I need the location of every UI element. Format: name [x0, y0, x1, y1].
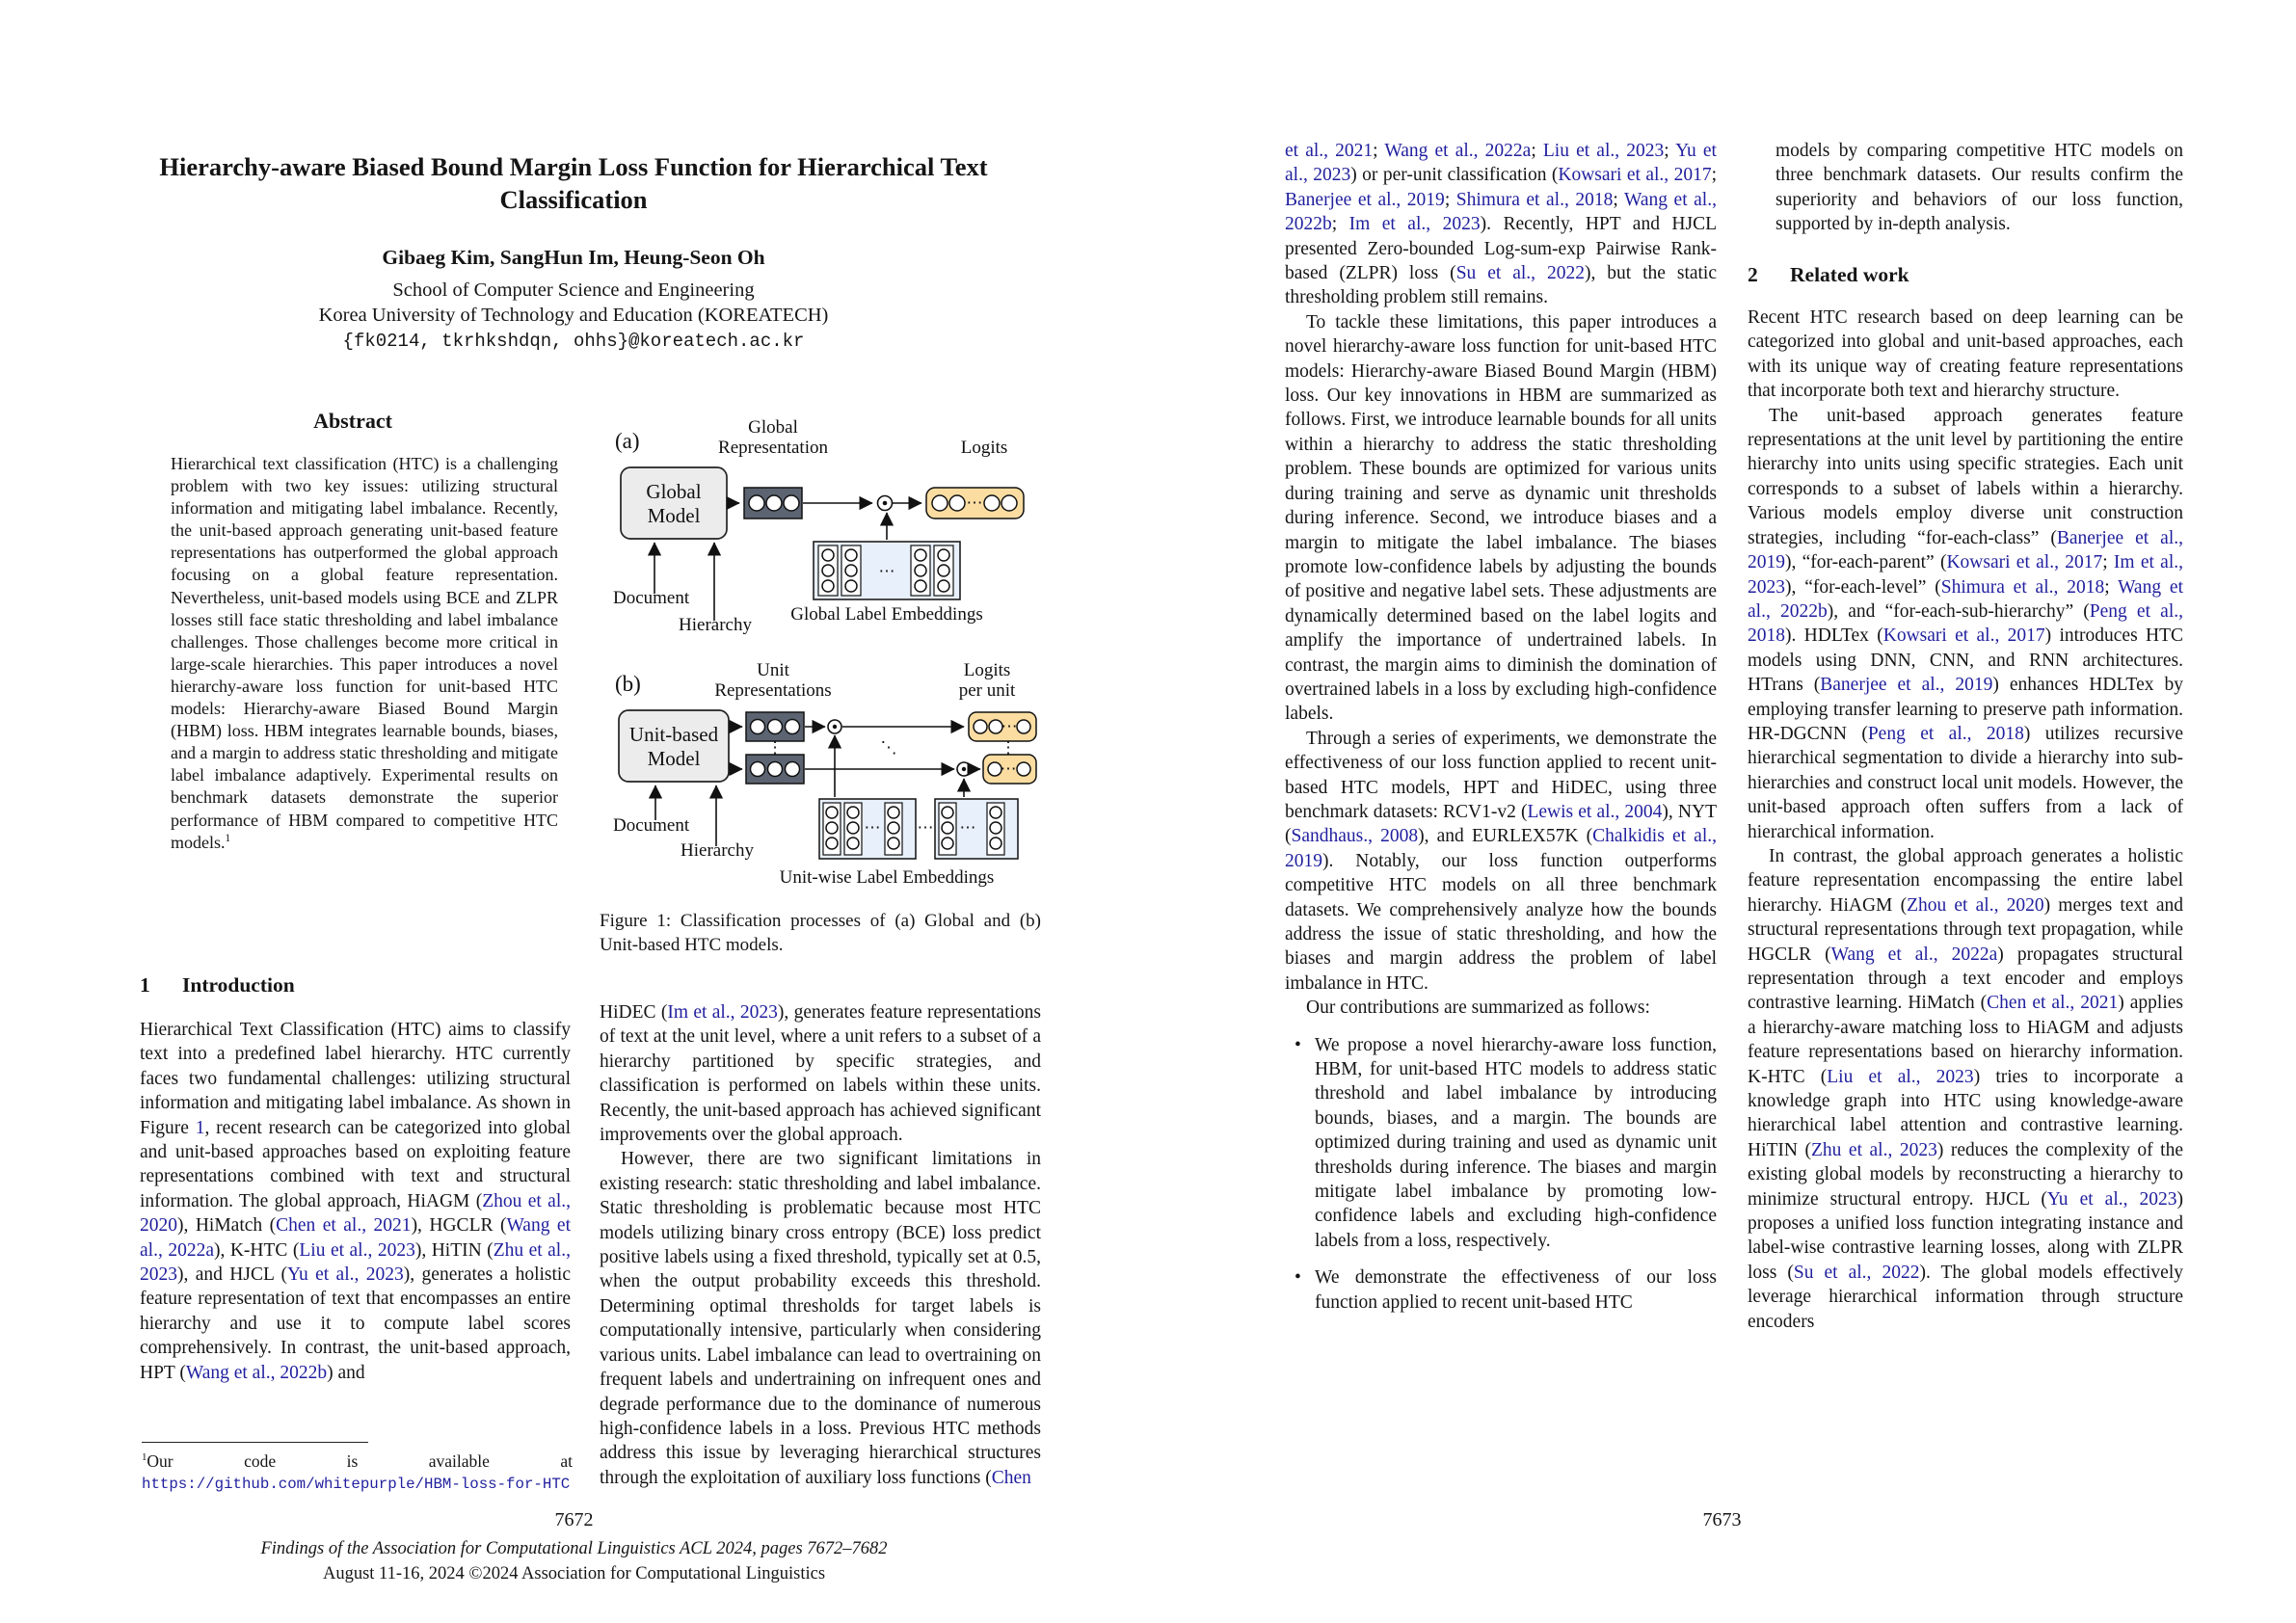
text-run: ;	[1331, 214, 1349, 235]
global-representation-label: Global	[748, 417, 798, 438]
citation-link[interactable]: Shimura et al., 2018	[1455, 189, 1614, 210]
citation-link[interactable]: Banerjee et al., 2019	[1748, 527, 2183, 573]
document-label-b: Document	[613, 815, 690, 836]
abstract-heading: Abstract	[313, 409, 392, 433]
text-run: ) tries to incorporate a knowledge graph into HTC using knowledge-aware hierarchical label attention and contrastive learning. HiTIN (	[1748, 1066, 2183, 1160]
paragraph	[1285, 139, 1717, 310]
svg-text:⋯: ⋯	[878, 562, 895, 580]
contribution-list	[1285, 1033, 1717, 1315]
text-run: To tackle these limitations, this paper introduces a novel hierarchy-aware loss function for unit-based HTC models: Hierarchy-aware Biased Bound Margin (HBM) loss. Our key innovations in HBM are summarized as follows. First, we introduce learnable bounds for all units within a hierarchy to address the static thresholding problem. These bounds are optimized for various units during training and serve as dynamic unit thresholds during inference. Second, we introduce biases and a margin to mitigate the label imbalance. The biases promote low-confidence labels by adjusting the bounds of positive and negative label sets. These adjustments are dynamically determined based on the label logits and amplify the importance of undertrained labels. In contrast, the margin aims to diminish the domination of overtrained labels in a loss by excluding high-confidence labels.	[1285, 311, 1717, 725]
text-run: ;	[1711, 165, 1718, 186]
svg-text:Global: Global	[646, 480, 702, 503]
section-2-heading	[1748, 263, 2183, 287]
affiliation-university: Korea University of Technology and Education (KOREATECH)	[318, 305, 829, 326]
svg-text:⋯: ⋯	[917, 818, 934, 837]
citation-link[interactable]: Wang et al., 2022b	[185, 1362, 328, 1383]
text-run: ), and HJCL (	[177, 1264, 288, 1286]
text-run: ), and “for-each-sub-hierarchy” (	[1827, 600, 2090, 622]
text-run: Our code is available at	[147, 1451, 573, 1471]
text-run: ) enhances HDLTex by employing transfer learning to preserve path information. HR-DGCNN (	[1748, 675, 2183, 744]
text-run: Recent HTC research based on deep learning can be categorized into global and unit-based approaches, each with its unique way of creating feature representations that incorporate both text and hierarchy structure.	[1748, 307, 2183, 402]
citation-link[interactable]: Zhu et al., 2023	[1811, 1139, 1937, 1160]
author-emails: {fk0214, tkrhkshdqn, ohhs}@koreatech.ac.kr	[342, 331, 805, 352]
unit-model-box	[619, 710, 729, 782]
citation-link[interactable]: Im et al., 2023	[1748, 552, 2184, 598]
text-run: ), HGCLR (	[411, 1215, 507, 1237]
citation-link[interactable]: et al., 2021	[1285, 141, 1374, 161]
text-run: We propose a novel hierarchy-aware loss function, HBM, for unit-based HTC models to address static threshold and label imbalance by introducing bounds, biases, and a margin. The bounds are optimized during training and used as dynamic unit thresholds during inference. The biases and margin mitigate label imbalance by promoting low-confidence labels and excluding high-confidence labels from a loss, respectively.	[1315, 1034, 1717, 1251]
citation-link[interactable]: Shimura et al., 2018	[1940, 576, 2105, 598]
section-1-heading	[140, 973, 295, 998]
text-run: ), but the static thresholding problem still remains.	[1285, 263, 1718, 308]
text-run: ), K-HTC (	[213, 1239, 300, 1261]
section-2-title: Related work	[1790, 262, 1909, 286]
global-representation-box	[744, 488, 802, 519]
hierarchy-label-b: Hierarchy	[681, 840, 754, 861]
intro-column	[140, 1018, 571, 1385]
text-run: ;	[1613, 189, 1624, 210]
svg-text:per unit: per unit	[958, 680, 1016, 701]
citation-link[interactable]: Lewis et al., 2004	[1527, 801, 1663, 822]
text-run: ), NYT (	[1285, 801, 1717, 847]
global-label-embeddings-box	[814, 542, 960, 599]
text-run: ) propagates structural representation through a text encoder and employs contrastive learning. HiMatch (	[1748, 944, 2183, 1014]
paragraph	[600, 1147, 1041, 1490]
dot-product-operator	[828, 720, 841, 733]
text-run: , recent research can be categorized into global and unit-based approaches based on exploiting feature representations combined with text and structural information. The global approach, HiAGM (	[140, 1117, 572, 1211]
text-run: ;	[1664, 141, 1676, 161]
text-run: ). HDLTex (	[1785, 625, 1883, 647]
text-run: Hierarchical Text Classification (HTC) aims to classify text into a predefined label hierarchy. HTC currently faces two fundamental challenges: utilizing structural information and mitigating label imbalance. As shown in Figure	[140, 1020, 571, 1138]
citation-link[interactable]: Liu et al., 2023	[1827, 1066, 1974, 1087]
page-7673	[1148, 0, 2296, 1623]
text-run: The unit-based approach generates feature representations at the unit level by partitioning the entire hierarchy into units using specific strategies. Each unit corresponds to a subset of labels within a hierarchy. Various models employ diverse unit construction strategies, including “for-each-class” (	[1748, 405, 2183, 548]
text-run: ), generates feature representations of text at the unit level, where a unit refers to a subset of a hierarchy partitioned by specific strategies, and classification is performed on labels within these units. Recently, the unit-based approach has achieved significant improvements over the global approach.	[600, 1002, 1041, 1146]
logits-label-a: Logits	[960, 438, 1008, 458]
svg-text:Representations: Representations	[714, 680, 832, 701]
text-run: ;	[2102, 552, 2114, 573]
citation-link[interactable]: Liu et al., 2023	[1542, 141, 1665, 161]
citation-link[interactable]: Yu et al., 2023	[2046, 1188, 2177, 1210]
citation-link[interactable]: Chen	[991, 1467, 1031, 1488]
citation-link[interactable]: Im et al., 2023	[667, 1002, 778, 1023]
citation-link[interactable]: Zhou et al., 2020	[1907, 894, 2044, 916]
citation-link[interactable]: Wang et al., 2022b	[1748, 576, 2183, 622]
citation-link[interactable]: Kowsari et al., 2017	[1946, 552, 2103, 573]
citation-link[interactable]: Wang et al., 2022a	[1384, 141, 1532, 161]
citation-link[interactable]: Chalkidis et al., 2019	[1285, 826, 1717, 871]
figure-1	[600, 410, 1041, 896]
unit-representation-box-2	[746, 755, 804, 784]
paragraph	[1748, 404, 2183, 844]
unit-embeddings-label: Unit-wise Label Embeddings	[779, 867, 995, 888]
logits-per-unit-box-2	[983, 755, 1036, 784]
text-run: ;	[1531, 141, 1543, 161]
affiliation-school: School of Computer Science and Engineering	[392, 279, 755, 301]
citation-link[interactable]: 1	[195, 1117, 205, 1138]
text-run: ). The global models effectively leverage hierarchical information through structure encoders	[1748, 1262, 2183, 1332]
citation-link[interactable]: Zhu et al., 2023	[140, 1239, 571, 1286]
unit-label-embeddings-box-2	[935, 799, 1018, 859]
citation-link[interactable]: Su et al., 2022	[1793, 1262, 1920, 1283]
text-run: ), “for-each-parent” (	[1785, 552, 1947, 573]
text-run: ;	[1444, 189, 1456, 210]
text-run: ;	[1373, 141, 1385, 161]
text-run: ) and	[327, 1362, 365, 1383]
unit-representations-label: Unit	[757, 660, 789, 680]
list-item	[1285, 1265, 1717, 1315]
citation-link[interactable]: Kowsari et al., 2017	[1882, 625, 2045, 647]
citation-link[interactable]: Peng et al., 2018	[1867, 723, 2024, 744]
section-2-number: 2	[1748, 262, 1758, 286]
text-run: ), HiMatch (	[177, 1215, 277, 1237]
paragraph	[1775, 139, 2183, 237]
citation-link[interactable]: Su et al., 2022	[1455, 263, 1585, 284]
author-names: Gibaeg Kim, SangHun Im, Heung-Seon Oh	[382, 246, 765, 269]
abstract-text	[171, 453, 558, 854]
text-run: ) or per-unit classification (	[1350, 165, 1559, 186]
venue-footer: Findings of the Association for Computational Linguistics ACL 2024, pages 7672–7682	[260, 1539, 888, 1558]
paper-title: Hierarchy-aware Biased Bound Margin Loss Function for Hierarchical Text Classification	[159, 151, 988, 214]
text-run: ). Notably, our loss function outperforms competitive HTC models on all three benchmark datasets. We comprehensively analyze how the bounds address the issue of static thresholding, and how the biases and margin address the problem of label imbalance in HTC.	[1285, 850, 1717, 994]
citation-link[interactable]: Chen et al., 2021	[276, 1215, 412, 1237]
section-1-title: Introduction	[182, 973, 295, 997]
citation-link[interactable]: Wang et al., 2022a	[140, 1215, 571, 1261]
dot-product-operator	[957, 762, 971, 776]
text-run: ), HiTIN (	[414, 1239, 494, 1261]
paragraph	[1285, 310, 1717, 727]
text-run: In contrast, the global approach generates a holistic feature representation encompassing the entire label hierarchy. HiAGM (	[1748, 845, 2183, 916]
global-model-box	[621, 467, 727, 539]
unit-label-embeddings-box-1	[819, 799, 916, 859]
svg-text:⋯: ⋯	[959, 818, 976, 837]
citation-link[interactable]: Banerjee et al., 2019	[1285, 189, 1445, 210]
paragraph	[1748, 306, 2183, 404]
text-run: 1	[142, 1451, 147, 1464]
unit-representation-box-1	[746, 712, 804, 741]
svg-text:Model: Model	[647, 504, 701, 527]
paragraph	[1285, 727, 1717, 996]
text-run: ) applies a hierarchy-aware matching loss to HiAGM and adjusts feature representations based on hierarchy information. K-HTC (	[1748, 993, 2184, 1087]
svg-text:Representation: Representation	[718, 438, 828, 458]
dot-product-operator	[878, 496, 893, 511]
citation-link[interactable]: Peng et al., 2018	[1748, 600, 2183, 647]
citation-link[interactable]: https://github.com/whitepurple/HBM-loss-for-HTC	[142, 1475, 571, 1493]
text-run: models by comparing competitive HTC models on three benchmark datasets. Our results confirm the superiority and behaviors of our loss function, supported by in-depth analysis.	[1775, 141, 2183, 235]
figure-1-diagram	[600, 410, 1041, 891]
right-column-2	[1748, 139, 2183, 1334]
text-run: ), generates a holistic feature representation of text that encompasses an entire hierarchy and use it to compute label scores comprehensively. In contrast, the unit-based approach, HPT (	[140, 1264, 571, 1383]
citation-link[interactable]: Zhou et al., 2020	[140, 1190, 571, 1237]
logits-per-unit-box-1	[969, 712, 1036, 741]
text-run: ) reduces the complexity of the existing global models by reconstructing a hierarchy to minimize structural entropy. HJCL (	[1748, 1139, 2184, 1210]
text-run: ) merges text and structural representations through text propagation, while HGCLR (	[1748, 894, 2183, 965]
right-column-1	[1285, 139, 1717, 1315]
footnote-rule	[142, 1442, 368, 1443]
svg-text:⋯: ⋯	[966, 493, 983, 512]
svg-text:⋮: ⋮	[1000, 738, 1017, 757]
citation-link[interactable]: Wang et al., 2022a	[1830, 944, 1998, 965]
citation-link[interactable]: Banerjee et al., 2019	[1820, 675, 1993, 696]
logits-per-unit-label: Logits	[963, 660, 1011, 680]
text-run: Through a series of experiments, we demonstrate the effectiveness of our loss function applied to recent unit-based HTC models, HPT and HiDEC, using three benchmark datasets: RCV1-v2 (	[1285, 728, 1717, 822]
svg-text:⋱: ⋱	[880, 738, 897, 757]
text-run: ) introduces HTC models using DNN, CNN, and RNN architectures. HTrans (	[1748, 625, 2183, 696]
citation-link[interactable]: Yu et al., 2023	[287, 1264, 404, 1286]
text-run: ) utilizes recursive hierarchical segmentation to divide a hierarchy into sub-hierarchies and construct local unit models. However, the unit-based approach often suffers from a lack of hierarchical information.	[1748, 723, 2183, 842]
text-run: Hierarchical text classification (HTC) is a challenging problem with two key issues: utilizing structural information and mitigating label imbalance. Recently, the unit-based approach generating unit-based feature representations has outperformed the global approach focusing on a global feature representation. Nevertheless, unit-based models using BCE and ZLPR losses still face static thresholding and label imbalance challenges. Those challenges become more critical in large-scale hierarchies. This paper introduces a novel hierarchy-aware loss function for unit-based HTC models: Hierarchy-aware Biased Bound Margin (HBM) loss. HBM integrates learnable bounds, biases, and a margin to address static thresholding and mitigate label imbalance adaptively. Experimental results on benchmark datasets demonstrate the superior performance of HBM compared to competitive HTC models.	[171, 454, 558, 852]
svg-text:⋯: ⋯	[1001, 717, 1018, 735]
paragraph	[140, 1018, 571, 1385]
citation-link[interactable]: Kowsari et al., 2017	[1558, 165, 1712, 186]
citation-link[interactable]: Yu et al., 2023	[1285, 141, 1717, 186]
citation-link[interactable]: Chen et al., 2021	[1987, 993, 2119, 1014]
text-run: ), “for-each-level” (	[1785, 576, 1941, 598]
figure-1-caption: Figure 1: Classification processes of (a) Global and (b) Unit-based HTC models.	[600, 911, 1041, 955]
text-run: ;	[2104, 576, 2119, 598]
text-run: 1	[225, 832, 231, 844]
panel-b-tag: (b)	[615, 672, 641, 696]
paragraph	[1748, 844, 2183, 1334]
svg-text:Model: Model	[647, 747, 701, 770]
citation-link[interactable]: Wang et al., 2022b	[1285, 189, 1717, 235]
author-block	[140, 246, 1007, 352]
footnote	[142, 1451, 573, 1495]
hierarchy-label-a: Hierarchy	[679, 615, 752, 635]
text-run: Our contributions are summarized as follows:	[1306, 998, 1650, 1019]
svg-text:⋯: ⋯	[1000, 759, 1017, 778]
text-run: ) proposes a unified loss function integrating instance and label-wise contrastive learning losses, along with ZLPR loss (	[1748, 1188, 2183, 1283]
text-run: However, there are two significant limitations in existing research: static thresholding and label imbalance. Static thresholding is problematic because most HTC models utilizing binary cross entropy (BCE) loss predict positive labels using a fixed threshold, typically set at 0.5, when the output probability exceeds this threshold. Determining optimal thresholds for target labels is computationally intensive, particularly when considering various units. Label imbalance can lead to overtraining on frequent labels and undertraining on infrequent ones and degrade performance due to the dominance of numerous high-confidence labels in a loss. Previous HTC methods address this issue by leveraging hierarchical structures through the exploitation of auxiliary loss functions (	[600, 1149, 1041, 1488]
copyright-footer: August 11-16, 2024 ©2024 Association for Computational Linguistics	[322, 1564, 826, 1583]
document-label-a: Document	[613, 588, 690, 608]
paragraph	[1285, 996, 1717, 1020]
global-embeddings-label: Global Label Embeddings	[790, 604, 983, 625]
text-run: We demonstrate the effectiveness of our loss function applied to recent unit-based HTC	[1315, 1267, 1717, 1313]
logits-box-a	[926, 488, 1024, 519]
left-column-2	[600, 1000, 1041, 1490]
section-1-number: 1	[140, 973, 150, 997]
text-run: ). Recently, HPT and HJCL presented Zero-bounded Log-sum-exp Pairwise Rank-based (ZLPR) loss (	[1285, 214, 1717, 284]
citation-link[interactable]: Sandhaus., 2008	[1291, 826, 1419, 847]
svg-text:⋮: ⋮	[766, 738, 784, 757]
svg-text:Unit-based: Unit-based	[628, 723, 719, 746]
svg-text:⋯: ⋯	[864, 818, 881, 837]
paragraph	[600, 1000, 1041, 1147]
text-run: HiDEC (	[600, 1002, 668, 1023]
text-run: ), and EURLEX57K (	[1418, 826, 1593, 847]
page-number: 7672	[554, 1509, 594, 1530]
page-number: 7673	[1702, 1509, 1742, 1530]
panel-a-tag: (a)	[615, 429, 640, 453]
citation-link[interactable]: Im et al., 2023	[1348, 214, 1481, 235]
list-item	[1285, 1033, 1717, 1254]
citation-link[interactable]: Liu et al., 2023	[299, 1239, 415, 1261]
